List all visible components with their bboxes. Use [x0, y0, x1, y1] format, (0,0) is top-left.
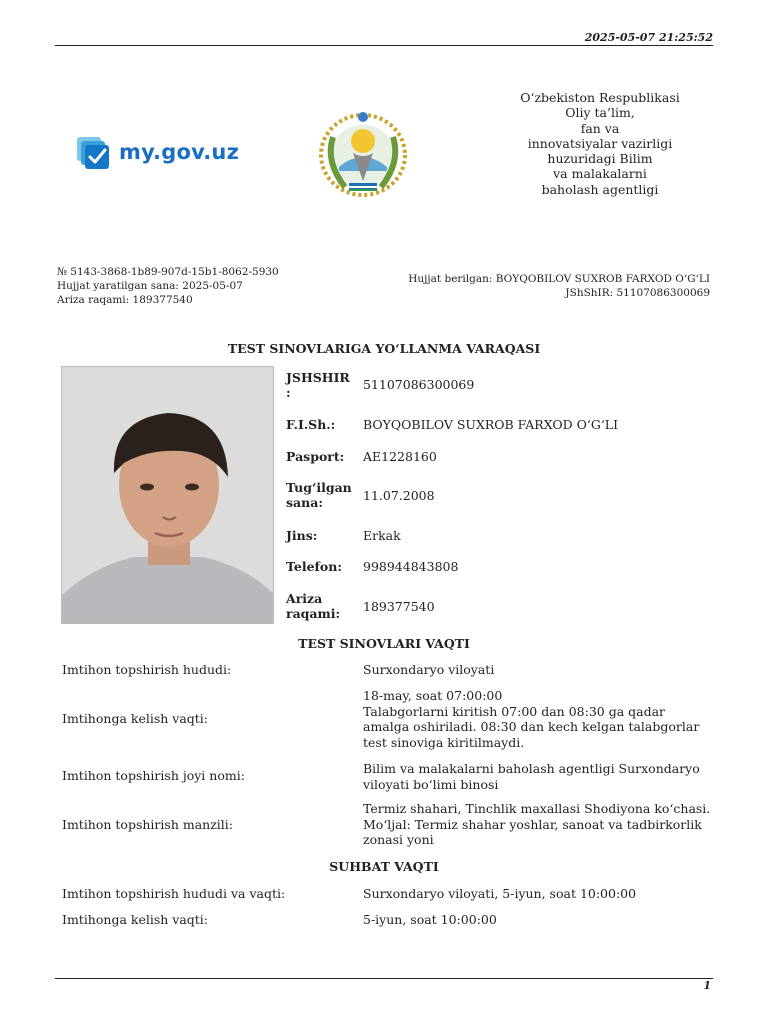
field-label-passport: Pasport: [286, 449, 345, 464]
field-label-gender: Jins: [286, 528, 318, 543]
main-title: TEST SINOVLARIGA YO‘LLANMA VARAQASI [227, 341, 541, 356]
field-value-application: 189377540 [363, 599, 435, 614]
agency-name [490, 90, 710, 197]
agency-line: fan va [580, 120, 620, 136]
recipient-jshshir: JShShIR: 51107086300069 [565, 287, 710, 299]
document-meta [57, 265, 279, 307]
agency-line: Oliy ta’lim, [565, 105, 635, 121]
document-number: № 5143-3868-1b89-907d-15b1-8062-5930 [57, 266, 279, 278]
timestamp: 2025-05-07 21:25:52 [584, 31, 713, 44]
field-label-phone: Telefon: [286, 559, 342, 574]
mygov-checkbox-icon [76, 136, 116, 170]
mygov-logo-text: my.gov.uz [119, 140, 240, 164]
issued-to: Hujjat berilgan: BOYQOBILOV SUXROB FARXOD O‘G‘LI [408, 273, 710, 285]
interview-section-title: SUHBAT VAQTI [329, 859, 439, 874]
test-section-title: TEST SINOVLARI VAQTI [298, 636, 470, 651]
field-value-passport: AE1228160 [363, 449, 437, 464]
field-value-jshshir: 51107086300069 [363, 377, 475, 392]
header-divider [55, 45, 713, 46]
row-label-region: Imtihon topshirish hududi: [62, 662, 232, 677]
row-label-arrival: Imtihonga kelish vaqti: [62, 711, 209, 726]
footer-divider [55, 978, 713, 979]
agency-line: baholash agentligi [541, 181, 659, 197]
agency-line: va malakalarni [553, 166, 647, 182]
row-label-interview-region: Imtihon topshirish hududi va vaqti: [62, 886, 286, 901]
row-label-venue: Imtihon topshirish joyi nomi: [62, 768, 245, 783]
page-number: 1 [703, 979, 711, 992]
row-label-address: Imtihon topshirish manzili: [62, 817, 233, 832]
application-number: Ariza raqami: 189377540 [57, 294, 193, 306]
row-value-interview-region: Surxondaryo viloyati, 5-iyun, soat 10:00:00 [363, 886, 637, 901]
field-value-phone: 998944843808 [363, 559, 459, 574]
field-label-fish: F.I.Sh.: [286, 417, 336, 432]
field-value-birthdate: 11.07.2008 [363, 488, 435, 503]
row-value-interview-arrival: 5-iyun, soat 10:00:00 [363, 912, 497, 927]
agency-line: huzuridagi Bilim [547, 151, 653, 167]
agency-line: O‘zbekiston Respublikasi [520, 90, 680, 105]
field-label-jshshir: JSHSHIR : [286, 370, 350, 400]
row-value-arrival: 18-may, soat 07:00:00 Talabgorlarni kiritish 07:00 dan 08:30 ga qadar amalga oshiriladi. 08:30 dan kech kelgan talabgorlar test sinoviga kiritilmaydi. [363, 688, 700, 750]
state-emblem-icon [315, 107, 411, 199]
field-value-fish: BOYQOBILOV SUXROB FARXOD O‘G‘LI [363, 417, 619, 432]
field-label-application: Ariza raqami: [286, 591, 341, 621]
row-value-venue: Bilim va malakalarni baholash agentligi Surxondaryo viloyati bo‘limi binosi [363, 761, 700, 792]
created-date: Hujjat yaratilgan sana: 2025-05-07 [57, 280, 243, 292]
row-label-interview-arrival: Imtihonga kelish vaqti: [62, 912, 209, 927]
applicant-photo [61, 366, 274, 624]
field-label-birthdate: Tug‘ilgan sana: [286, 480, 352, 510]
agency-line: innovatsiyalar vazirligi [527, 135, 673, 151]
row-value-region: Surxondaryo viloyati [363, 662, 495, 677]
recipient-meta [408, 272, 710, 300]
field-value-gender: Erkak [363, 528, 401, 543]
row-value-address: Termiz shahari, Tinchlik maxallasi Shodiyona ko‘chasi. Mo‘ljal: Termiz shahar yoshlar, sanoat va tadbirkorlik zonasi yoni [363, 801, 711, 847]
